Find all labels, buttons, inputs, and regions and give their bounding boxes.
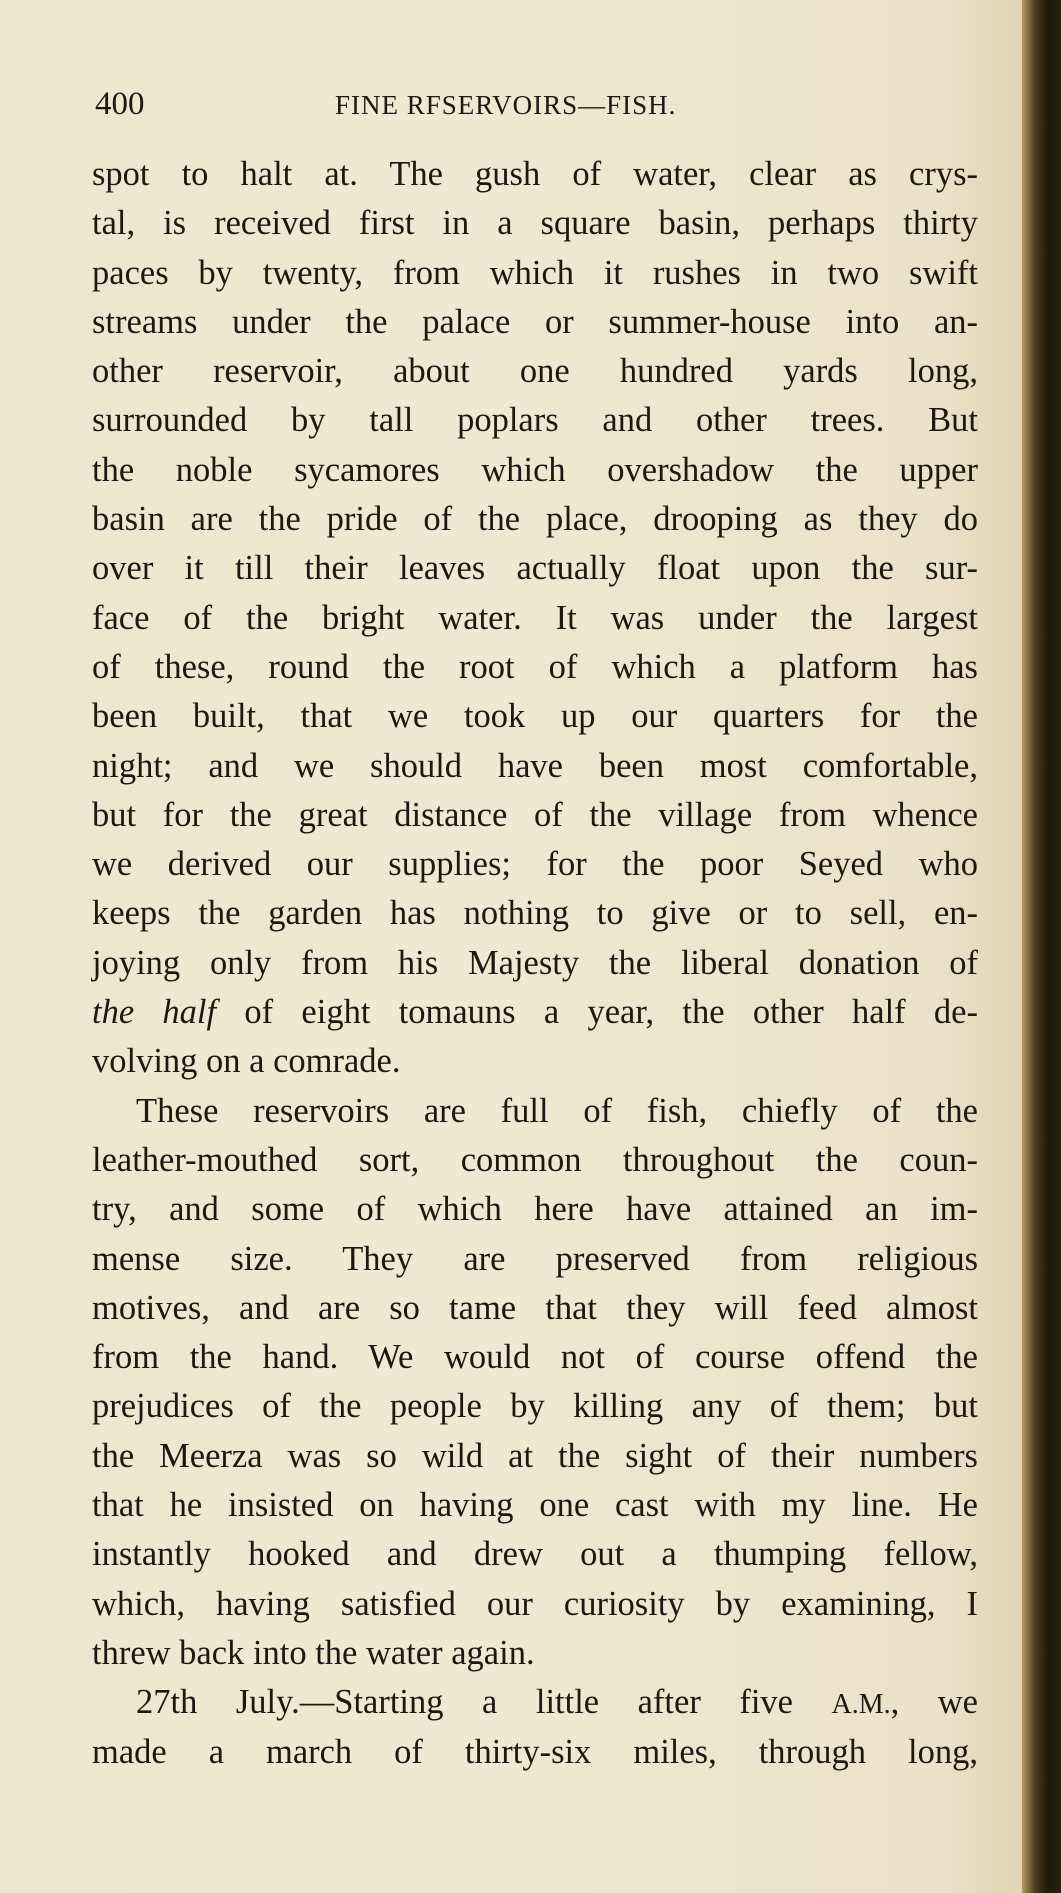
text-line: of these, round the root of which a platform has (92, 647, 978, 686)
text-segment: of eight tomauns a year, the other half de- (216, 993, 978, 1032)
text-line: that he insisted on having one cast with my line. He (92, 1486, 978, 1525)
text-line: prejudices of the people by killing any of them; but (92, 1387, 978, 1426)
book-spine-shadow (1022, 0, 1061, 1893)
body-text (92, 150, 978, 1777)
text-segment: , we (890, 1683, 978, 1722)
page-number: 400 (95, 86, 145, 122)
text-line: streams under the palace or summer-house into an- (92, 302, 978, 341)
text-line: other reservoir, about one hundred yards long, (92, 352, 978, 391)
running-head: FINE RFSERVOIRS—FISH. (335, 90, 677, 120)
text-line: over it till their leaves actually float upon the sur- (92, 549, 978, 588)
text-line: the Meerza was so wild at the sight of their numbers (92, 1436, 978, 1475)
text-line: face of the bright water. It was under the largest (92, 598, 978, 637)
text-line: spot to halt at. The gush of water, clear as crys- (92, 155, 978, 193)
page-header (95, 86, 970, 134)
text-line: leather-mouthed sort, common throughout the coun- (92, 1140, 978, 1179)
text-line: motives, and are so tame that they will feed almost (92, 1288, 978, 1327)
small-caps-abbrev: A.M. (831, 1689, 891, 1721)
text-line: night; and we should have been most comfortable, (92, 746, 978, 785)
text-line: basin are the pride of the place, drooping as they do (92, 500, 978, 539)
paragraph-start-line: These reservoirs are full of fish, chiefly of the (136, 1091, 978, 1130)
text-line: keeps the garden has nothing to give or to sell, en- (92, 894, 978, 933)
text-line: mense size. They are preserved from religious (92, 1239, 978, 1278)
text-line: surrounded by tall poplars and other trees. But (92, 401, 978, 440)
text-line: we derived our supplies; for the poor Seyed who (92, 845, 978, 884)
text-line: which, having satisfied our curiosity by examining, I (92, 1584, 978, 1623)
text-line (92, 988, 978, 1037)
text-line: the noble sycamores which overshadow the upper (92, 450, 978, 489)
text-segment: 27th July.—Starting a little after five (136, 1683, 832, 1722)
text-line: try, and some of which here have attained an im- (92, 1190, 978, 1229)
text-line: made a march of thirty-six miles, through long, (92, 1732, 978, 1771)
text-line: paces by twenty, from which it rushes in two swift (92, 253, 978, 292)
text-line: from the hand. We would not of course offend the (92, 1338, 978, 1377)
text-line: volving on a comrade. (92, 1042, 401, 1081)
paragraph-start-line (92, 1678, 978, 1727)
text-line: tal, is received first in a square basin, perhaps thirty (92, 204, 978, 243)
text-line: instantly hooked and drew out a thumping fellow, (92, 1535, 978, 1574)
italic-phrase: the half (92, 993, 217, 1032)
text-line: threw back into the water again. (92, 1633, 535, 1672)
text-line: been built, that we took up our quarters for the (92, 697, 978, 736)
text-line: joying only from his Majesty the liberal donation of (92, 943, 978, 982)
text-line: but for the great distance of the village from whence (92, 795, 978, 834)
